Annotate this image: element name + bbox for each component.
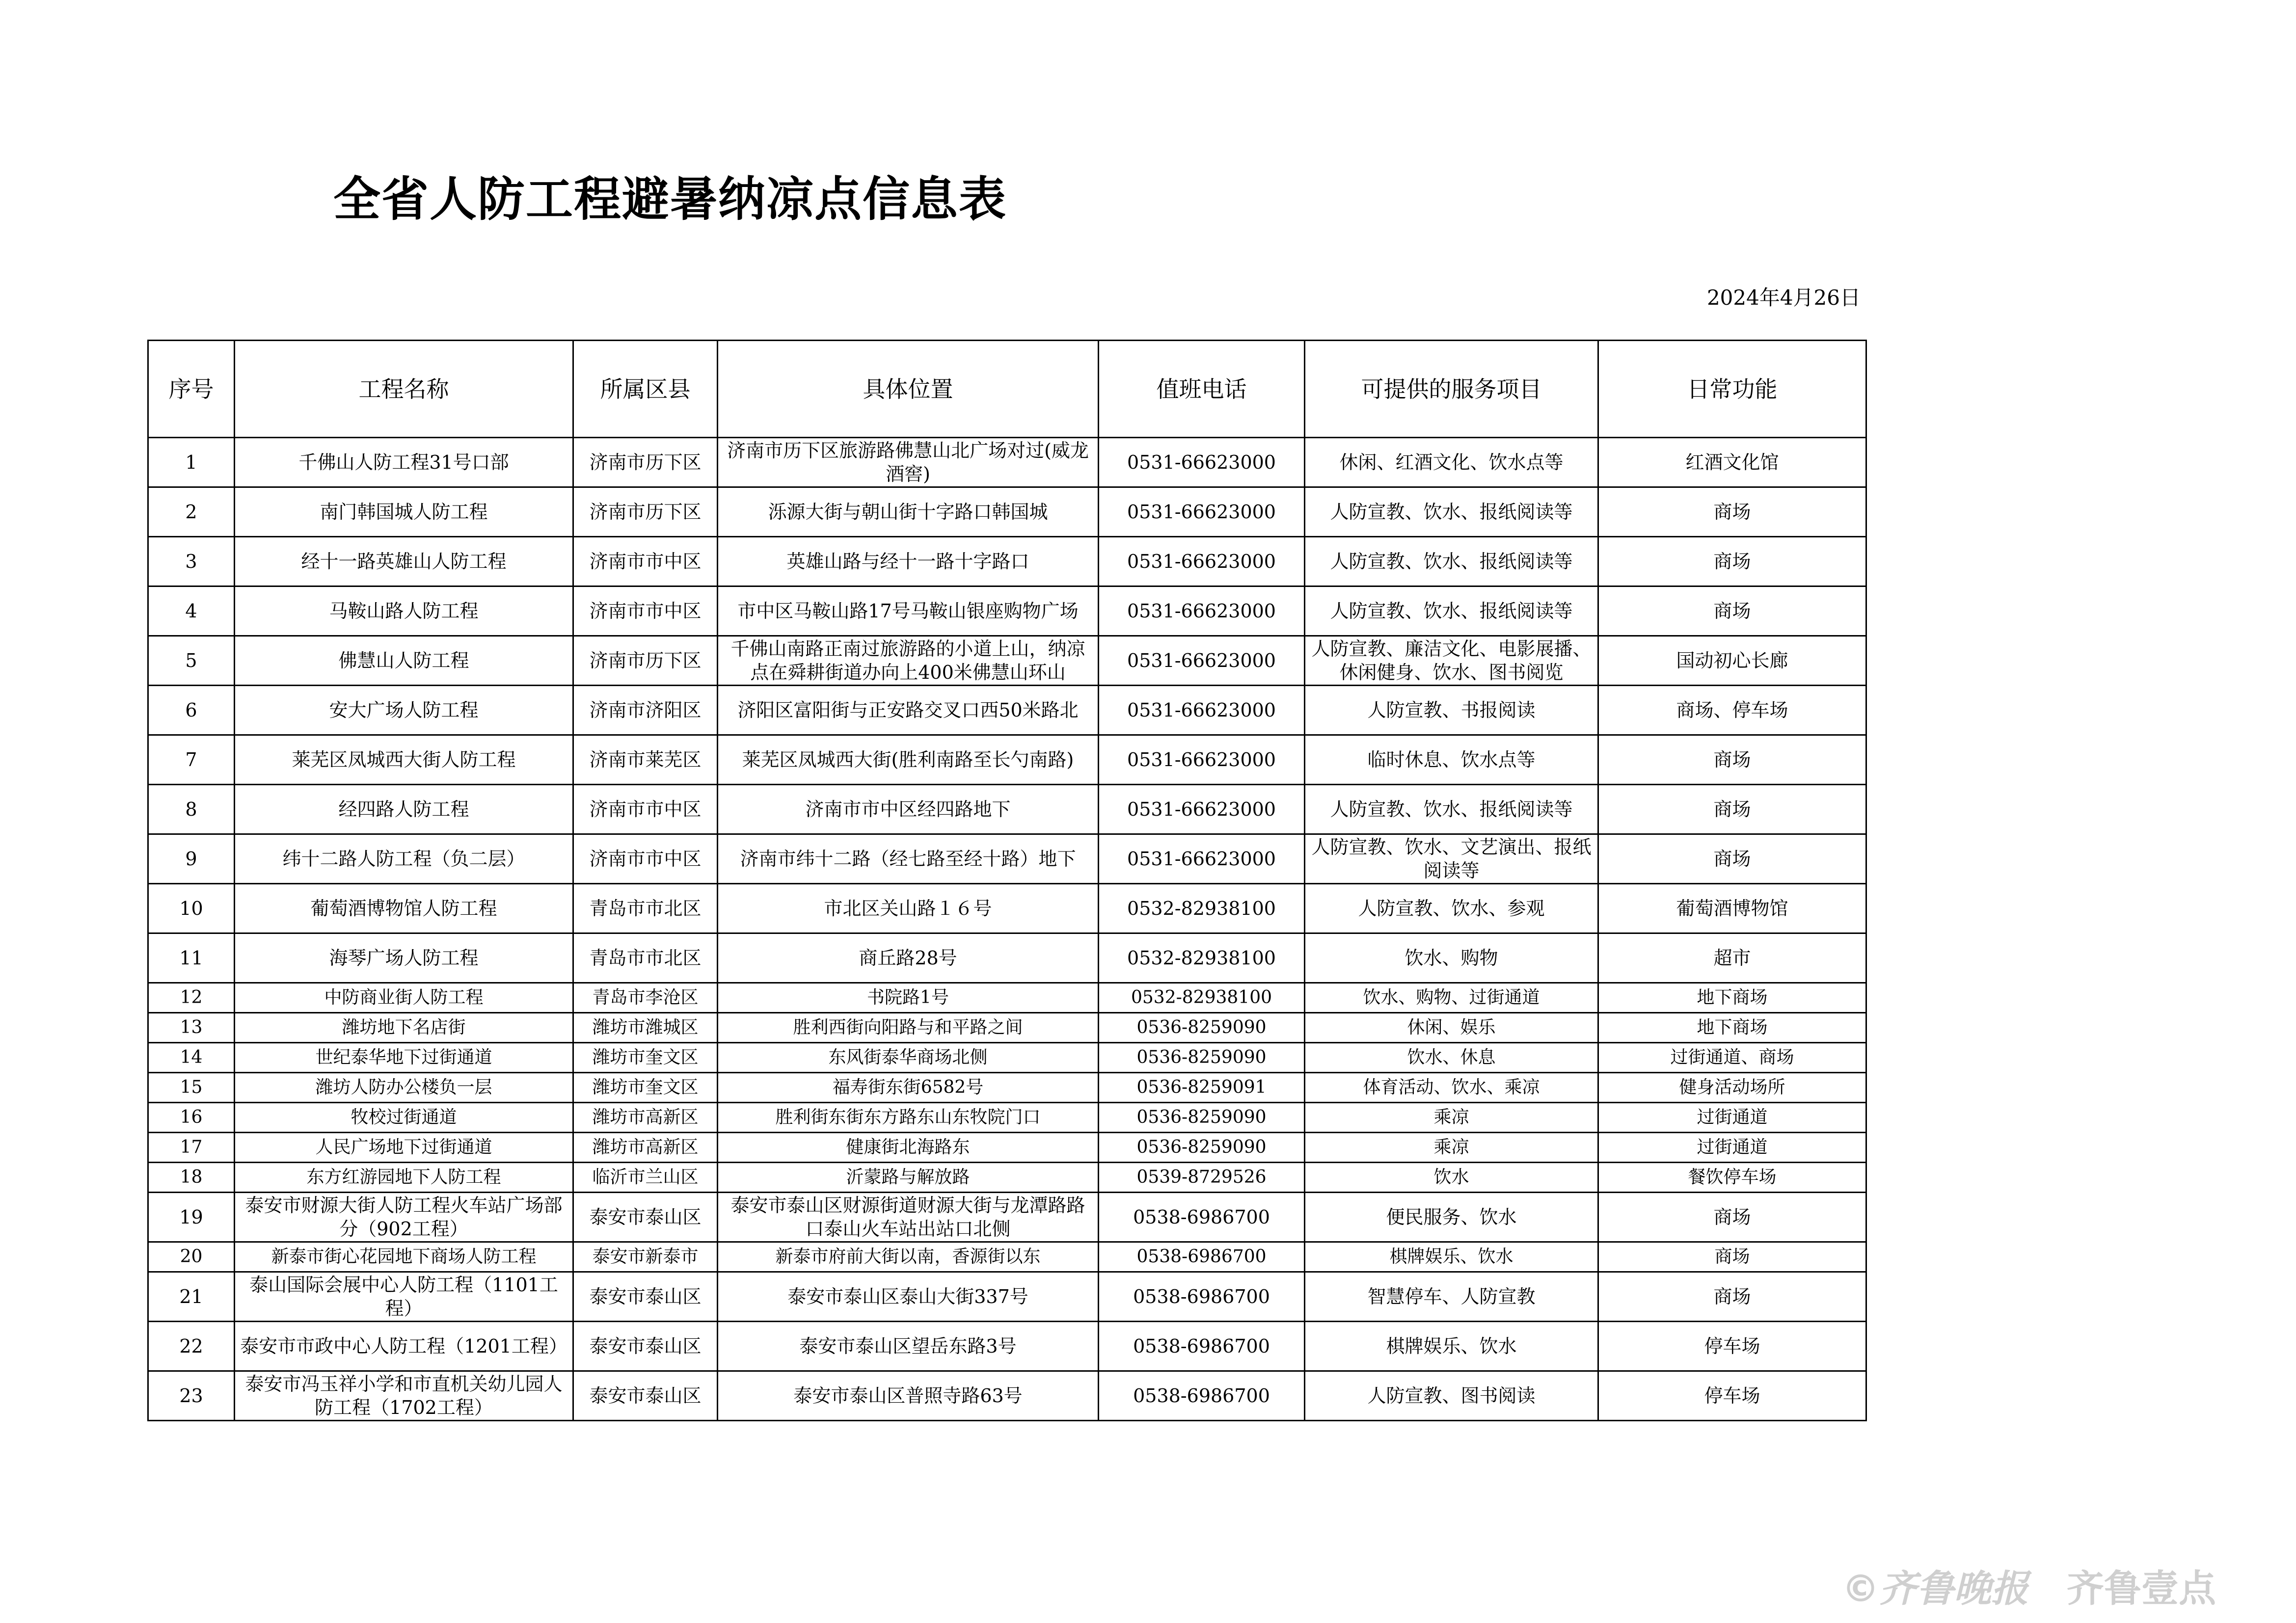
row-location: 福寿街东街6582号 xyxy=(718,1073,1099,1103)
table-row xyxy=(148,586,1866,636)
col-header-no: 序号 xyxy=(148,341,235,438)
row-services: 人防宣教、饮水、报纸阅读等 xyxy=(1305,487,1598,537)
row-location: 健康街北海路东 xyxy=(718,1133,1099,1163)
row-no: 16 xyxy=(148,1103,235,1133)
app-watermark: 齐鲁壹点 xyxy=(2067,1567,2216,1610)
newspaper-watermark: ©齐鲁晚报 xyxy=(1842,1567,2028,1610)
row-function: 商场 xyxy=(1598,1272,1866,1322)
row-function: 国动初心长廊 xyxy=(1598,636,1866,686)
row-services: 休闲、娱乐 xyxy=(1305,1013,1598,1043)
row-phone: 0531-66623000 xyxy=(1099,487,1305,537)
row-district: 潍坊市高新区 xyxy=(573,1103,718,1133)
row-services: 饮水 xyxy=(1305,1163,1598,1193)
row-no: 20 xyxy=(148,1242,235,1272)
date-label: 2024年4月26日 xyxy=(1706,286,1861,310)
row-function: 商场 xyxy=(1598,487,1866,537)
row-no: 19 xyxy=(148,1193,235,1242)
row-district: 青岛市市北区 xyxy=(573,933,718,983)
row-location: 济南市纬十二路（经七路至经十路）地下 xyxy=(718,834,1099,884)
row-name: 安大广场人防工程 xyxy=(235,686,573,735)
row-phone: 0536-8259090 xyxy=(1099,1043,1305,1073)
row-phone: 0531-66623000 xyxy=(1099,785,1305,834)
row-location: 胜利西街向阳路与和平路之间 xyxy=(718,1013,1099,1043)
row-location: 泰安市泰山区财源街道财源大街与龙潭路路口泰山火车站出站口北侧 xyxy=(718,1193,1099,1242)
row-function: 商场 xyxy=(1598,586,1866,636)
row-services: 便民服务、饮水 xyxy=(1305,1193,1598,1242)
row-phone: 0538-6986700 xyxy=(1099,1371,1305,1421)
row-no: 1 xyxy=(148,438,235,487)
table-body xyxy=(148,438,1866,1421)
row-district: 泰安市泰山区 xyxy=(573,1272,718,1322)
row-district: 泰安市泰山区 xyxy=(573,1322,718,1371)
row-no: 15 xyxy=(148,1073,235,1103)
row-phone: 0538-6986700 xyxy=(1099,1272,1305,1322)
row-phone: 0539-8729526 xyxy=(1099,1163,1305,1193)
table-row xyxy=(148,983,1866,1013)
table-row xyxy=(148,834,1866,884)
row-function: 过街通道、商场 xyxy=(1598,1043,1866,1073)
row-district: 济南市历下区 xyxy=(573,636,718,686)
row-location: 商丘路28号 xyxy=(718,933,1099,983)
table-row xyxy=(148,1043,1866,1073)
row-function: 商场、停车场 xyxy=(1598,686,1866,735)
row-function: 红酒文化馆 xyxy=(1598,438,1866,487)
col-header-function: 日常功能 xyxy=(1598,341,1866,438)
row-district: 济南市市中区 xyxy=(573,586,718,636)
row-phone: 0531-66623000 xyxy=(1099,636,1305,686)
row-name: 南门韩国城人防工程 xyxy=(235,487,573,537)
table-row xyxy=(148,1073,1866,1103)
row-name: 中防商业街人防工程 xyxy=(235,983,573,1013)
row-name: 泰安市冯玉祥小学和市直机关幼儿园人防工程（1702工程） xyxy=(235,1371,573,1421)
row-name: 东方红游园地下人防工程 xyxy=(235,1163,573,1193)
row-phone: 0538-6986700 xyxy=(1099,1242,1305,1272)
row-district: 济南市济阳区 xyxy=(573,686,718,735)
row-function: 葡萄酒博物馆 xyxy=(1598,884,1866,933)
row-no: 22 xyxy=(148,1322,235,1371)
row-phone: 0536-8259090 xyxy=(1099,1103,1305,1133)
header-row xyxy=(148,341,1866,438)
row-no: 6 xyxy=(148,686,235,735)
row-name: 泰安市市政中心人防工程（1201工程） xyxy=(235,1322,573,1371)
row-name: 葡萄酒博物馆人防工程 xyxy=(235,884,573,933)
row-function: 过街通道 xyxy=(1598,1103,1866,1133)
row-function: 地下商场 xyxy=(1598,1013,1866,1043)
row-services: 人防宣教、饮水、参观 xyxy=(1305,884,1598,933)
table-row xyxy=(148,1371,1866,1421)
table-row xyxy=(148,1272,1866,1322)
row-phone: 0536-8259090 xyxy=(1099,1133,1305,1163)
row-location: 胜利街东街东方路东山东牧院门口 xyxy=(718,1103,1099,1133)
row-district: 泰安市泰山区 xyxy=(573,1371,718,1421)
table-row xyxy=(148,1013,1866,1043)
table-row xyxy=(148,1242,1866,1272)
row-phone: 0531-66623000 xyxy=(1099,735,1305,785)
row-services: 乘凉 xyxy=(1305,1133,1598,1163)
row-name: 泰山国际会展中心人防工程（1101工程） xyxy=(235,1272,573,1322)
col-header-phone: 值班电话 xyxy=(1099,341,1305,438)
row-district: 济南市市中区 xyxy=(573,537,718,586)
table-row xyxy=(148,487,1866,537)
page-title: 全省人防工程避暑纳凉点信息表 xyxy=(333,172,1007,227)
row-phone: 0538-6986700 xyxy=(1099,1193,1305,1242)
row-services: 智慧停车、人防宣教 xyxy=(1305,1272,1598,1322)
row-services: 棋牌娱乐、饮水 xyxy=(1305,1322,1598,1371)
row-function: 超市 xyxy=(1598,933,1866,983)
table-row xyxy=(148,785,1866,834)
row-services: 人防宣教、饮水、报纸阅读等 xyxy=(1305,537,1598,586)
row-name: 新泰市街心花园地下商场人防工程 xyxy=(235,1242,573,1272)
row-phone: 0538-6986700 xyxy=(1099,1322,1305,1371)
row-location: 书院路1号 xyxy=(718,983,1099,1013)
row-no: 2 xyxy=(148,487,235,537)
row-services: 棋牌娱乐、饮水 xyxy=(1305,1242,1598,1272)
row-no: 5 xyxy=(148,636,235,686)
row-location: 市北区关山路１６号 xyxy=(718,884,1099,933)
row-services: 人防宣教、廉洁文化、电影展播、休闲健身、饮水、图书阅览 xyxy=(1305,636,1598,686)
row-name: 牧校过街通道 xyxy=(235,1103,573,1133)
row-no: 8 xyxy=(148,785,235,834)
row-services: 体育活动、饮水、乘凉 xyxy=(1305,1073,1598,1103)
row-function: 过街通道 xyxy=(1598,1133,1866,1163)
row-district: 济南市历下区 xyxy=(573,438,718,487)
row-district: 临沂市兰山区 xyxy=(573,1163,718,1193)
table-row xyxy=(148,438,1866,487)
row-services: 饮水、购物 xyxy=(1305,933,1598,983)
row-function: 地下商场 xyxy=(1598,983,1866,1013)
row-services: 临时休息、饮水点等 xyxy=(1305,735,1598,785)
row-name: 经四路人防工程 xyxy=(235,785,573,834)
row-district: 潍坊市潍城区 xyxy=(573,1013,718,1043)
row-no: 14 xyxy=(148,1043,235,1073)
row-no: 23 xyxy=(148,1371,235,1421)
col-header-name: 工程名称 xyxy=(235,341,573,438)
row-location: 济阳区富阳街与正安路交叉口西50米路北 xyxy=(718,686,1099,735)
row-location: 市中区马鞍山路17号马鞍山银座购物广场 xyxy=(718,586,1099,636)
row-district: 泰安市泰山区 xyxy=(573,1193,718,1242)
row-district: 青岛市市北区 xyxy=(573,884,718,933)
row-services: 饮水、休息 xyxy=(1305,1043,1598,1073)
row-name: 佛慧山人防工程 xyxy=(235,636,573,686)
col-header-services: 可提供的服务项目 xyxy=(1305,341,1598,438)
row-name: 千佛山人防工程31号口部 xyxy=(235,438,573,487)
row-function: 商场 xyxy=(1598,537,1866,586)
table-row xyxy=(148,1163,1866,1193)
row-name: 世纪泰华地下过街通道 xyxy=(235,1043,573,1073)
row-phone: 0532-82938100 xyxy=(1099,933,1305,983)
row-no: 12 xyxy=(148,983,235,1013)
row-services: 休闲、红酒文化、饮水点等 xyxy=(1305,438,1598,487)
row-function: 餐饮停车场 xyxy=(1598,1163,1866,1193)
row-district: 济南市市中区 xyxy=(573,834,718,884)
row-services: 人防宣教、饮水、报纸阅读等 xyxy=(1305,785,1598,834)
row-name: 马鞍山路人防工程 xyxy=(235,586,573,636)
row-no: 3 xyxy=(148,537,235,586)
row-district: 青岛市李沧区 xyxy=(573,983,718,1013)
row-location: 泰安市泰山区泰山大街337号 xyxy=(718,1272,1099,1322)
row-function: 健身活动场所 xyxy=(1598,1073,1866,1103)
row-district: 潍坊市奎文区 xyxy=(573,1073,718,1103)
row-location: 东风街泰华商场北侧 xyxy=(718,1043,1099,1073)
row-location: 千佛山南路正南过旅游路的小道上山，纳凉点在舜耕街道办向上400米佛慧山环山 xyxy=(718,636,1099,686)
row-name: 人民广场地下过街通道 xyxy=(235,1133,573,1163)
row-phone: 0531-66623000 xyxy=(1099,834,1305,884)
row-location: 泰安市泰山区普照寺路63号 xyxy=(718,1371,1099,1421)
row-function: 停车场 xyxy=(1598,1371,1866,1421)
table-row xyxy=(148,735,1866,785)
row-name: 潍坊地下名店街 xyxy=(235,1013,573,1043)
row-name: 莱芜区凤城西大街人防工程 xyxy=(235,735,573,785)
row-no: 7 xyxy=(148,735,235,785)
row-location: 莱芜区凤城西大街(胜利南路至长勺南路) xyxy=(718,735,1099,785)
row-district: 潍坊市奎文区 xyxy=(573,1043,718,1073)
row-location: 新泰市府前大街以南，香源街以东 xyxy=(718,1242,1099,1272)
row-no: 18 xyxy=(148,1163,235,1193)
table-row xyxy=(148,636,1866,686)
row-no: 11 xyxy=(148,933,235,983)
row-function: 商场 xyxy=(1598,735,1866,785)
row-name: 纬十二路人防工程（负二层） xyxy=(235,834,573,884)
row-district: 济南市市中区 xyxy=(573,785,718,834)
row-function: 停车场 xyxy=(1598,1322,1866,1371)
col-header-district: 所属区县 xyxy=(573,341,718,438)
row-location: 沂蒙路与解放路 xyxy=(718,1163,1099,1193)
row-district: 济南市莱芜区 xyxy=(573,735,718,785)
row-district: 潍坊市高新区 xyxy=(573,1133,718,1163)
row-name: 潍坊人防办公楼负一层 xyxy=(235,1073,573,1103)
row-phone: 0536-8259090 xyxy=(1099,1013,1305,1043)
row-phone: 0531-66623000 xyxy=(1099,537,1305,586)
row-location: 泺源大街与朝山街十字路口韩国城 xyxy=(718,487,1099,537)
row-function: 商场 xyxy=(1598,1193,1866,1242)
row-district: 济南市历下区 xyxy=(573,487,718,537)
row-services: 人防宣教、书报阅读 xyxy=(1305,686,1598,735)
row-services: 乘凉 xyxy=(1305,1103,1598,1133)
table-row xyxy=(148,686,1866,735)
table-row xyxy=(148,537,1866,586)
row-function: 商场 xyxy=(1598,834,1866,884)
info-table xyxy=(147,340,1867,1421)
row-phone: 0532-82938100 xyxy=(1099,983,1305,1013)
col-header-location: 具体位置 xyxy=(718,341,1099,438)
table-row xyxy=(148,1133,1866,1163)
row-services: 人防宣教、图书阅读 xyxy=(1305,1371,1598,1421)
row-services: 饮水、购物、过街通道 xyxy=(1305,983,1598,1013)
row-function: 商场 xyxy=(1598,1242,1866,1272)
row-phone: 0531-66623000 xyxy=(1099,586,1305,636)
row-no: 4 xyxy=(148,586,235,636)
table-row xyxy=(148,884,1866,933)
row-name: 海琴广场人防工程 xyxy=(235,933,573,983)
row-location: 英雄山路与经十一路十字路口 xyxy=(718,537,1099,586)
row-name: 泰安市财源大街人防工程火车站广场部分（902工程） xyxy=(235,1193,573,1242)
row-name: 经十一路英雄山人防工程 xyxy=(235,537,573,586)
row-location: 济南市市中区经四路地下 xyxy=(718,785,1099,834)
row-phone: 0536-8259091 xyxy=(1099,1073,1305,1103)
row-phone: 0531-66623000 xyxy=(1099,438,1305,487)
table-row xyxy=(148,933,1866,983)
row-function: 商场 xyxy=(1598,785,1866,834)
row-no: 17 xyxy=(148,1133,235,1163)
table-row xyxy=(148,1322,1866,1371)
row-no: 21 xyxy=(148,1272,235,1322)
row-phone: 0531-66623000 xyxy=(1099,686,1305,735)
row-no: 10 xyxy=(148,884,235,933)
table-row xyxy=(148,1193,1866,1242)
row-district: 泰安市新泰市 xyxy=(573,1242,718,1272)
row-location: 泰安市泰山区望岳东路3号 xyxy=(718,1322,1099,1371)
row-location: 济南市历下区旅游路佛慧山北广场对过(威龙酒窖) xyxy=(718,438,1099,487)
row-services: 人防宣教、饮水、报纸阅读等 xyxy=(1305,586,1598,636)
row-phone: 0532-82938100 xyxy=(1099,884,1305,933)
row-no: 13 xyxy=(148,1013,235,1043)
table-row xyxy=(148,1103,1866,1133)
row-no: 9 xyxy=(148,834,235,884)
row-services: 人防宣教、饮水、文艺演出、报纸阅读等 xyxy=(1305,834,1598,884)
